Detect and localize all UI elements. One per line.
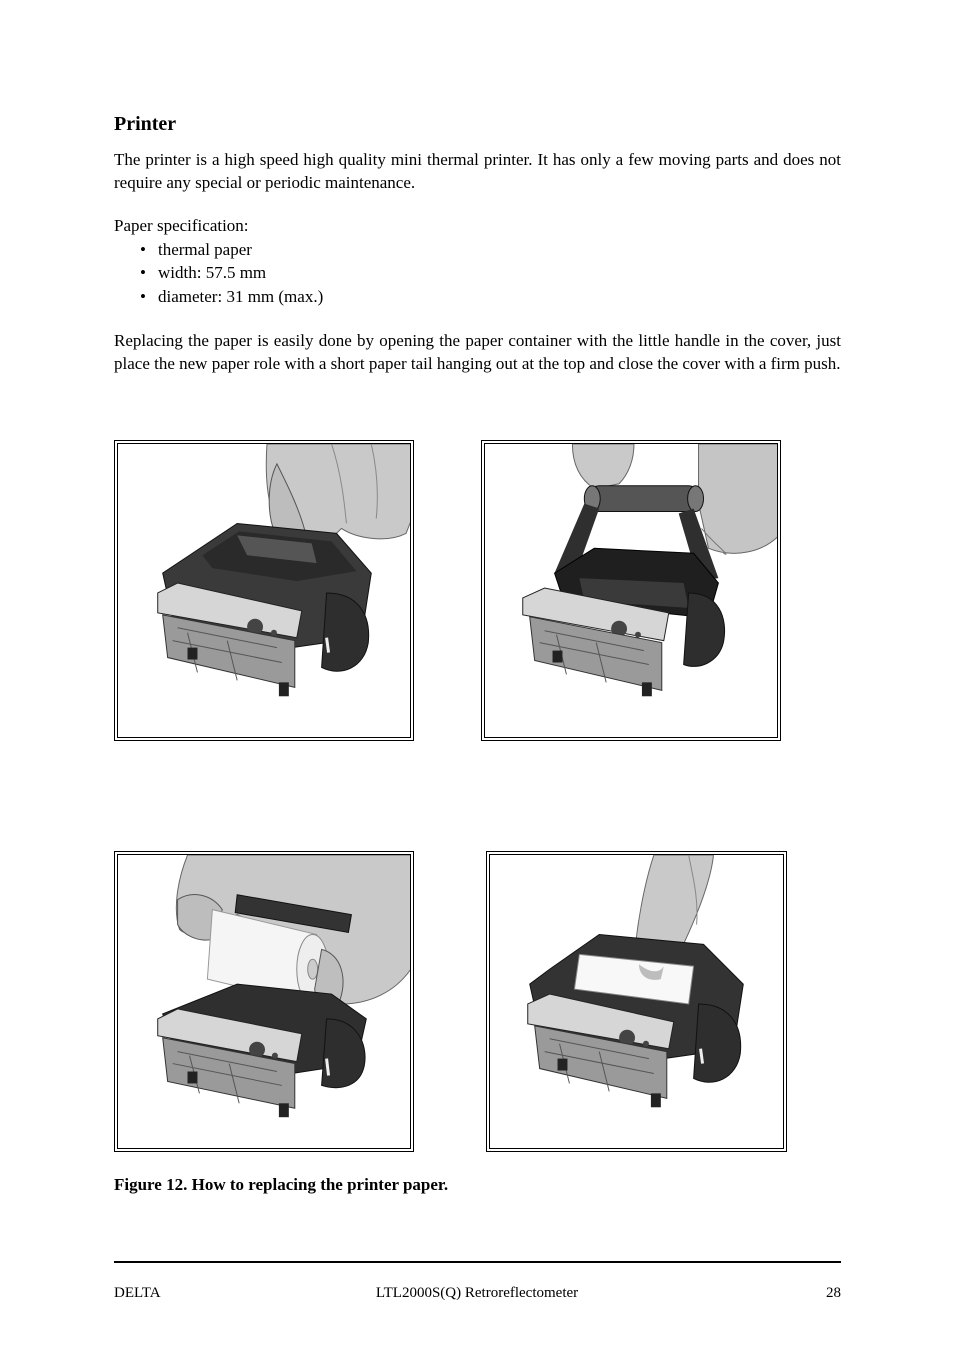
photo-close-cover — [490, 855, 783, 1148]
footer-document-title: LTL2000S(Q) Retroreflectometer — [375, 1285, 579, 1301]
paper-spec-label: Paper specification: — [114, 216, 249, 235]
photo-closed-printer — [118, 444, 410, 737]
list-item: • width: 57.5 mm — [140, 261, 323, 284]
list-item: • diameter: 31 mm (max.) — [140, 285, 323, 308]
footer-page-number: 28 — [826, 1285, 841, 1301]
section-title: Printer — [114, 113, 177, 135]
photo-open-cover — [485, 444, 777, 737]
photo-insert-paper-roll — [118, 855, 410, 1148]
list-item: • thermal paper — [140, 238, 323, 261]
photo-step-2-frame — [481, 440, 781, 741]
footer-company: DELTA — [114, 1285, 161, 1301]
footer-divider — [114, 1261, 841, 1263]
intro-paragraph: The printer is a high speed high quality mini thermal printer. It has only a few moving parts and does not require any special or periodic maintenance. — [114, 150, 841, 192]
paper-spec-list — [140, 238, 323, 308]
replacing-paragraph: Replacing the paper is easily done by opening the paper container with the little handle in the cover, just place the new paper role with a short paper tail hanging out at the top and close the cover with a firm push. — [114, 331, 841, 373]
photo-step-4-frame — [486, 851, 787, 1152]
photo-step-3-frame — [114, 851, 414, 1152]
figure-caption: Figure 12. How to replacing the printer paper. — [114, 1175, 449, 1194]
photo-step-1-frame — [114, 440, 414, 741]
